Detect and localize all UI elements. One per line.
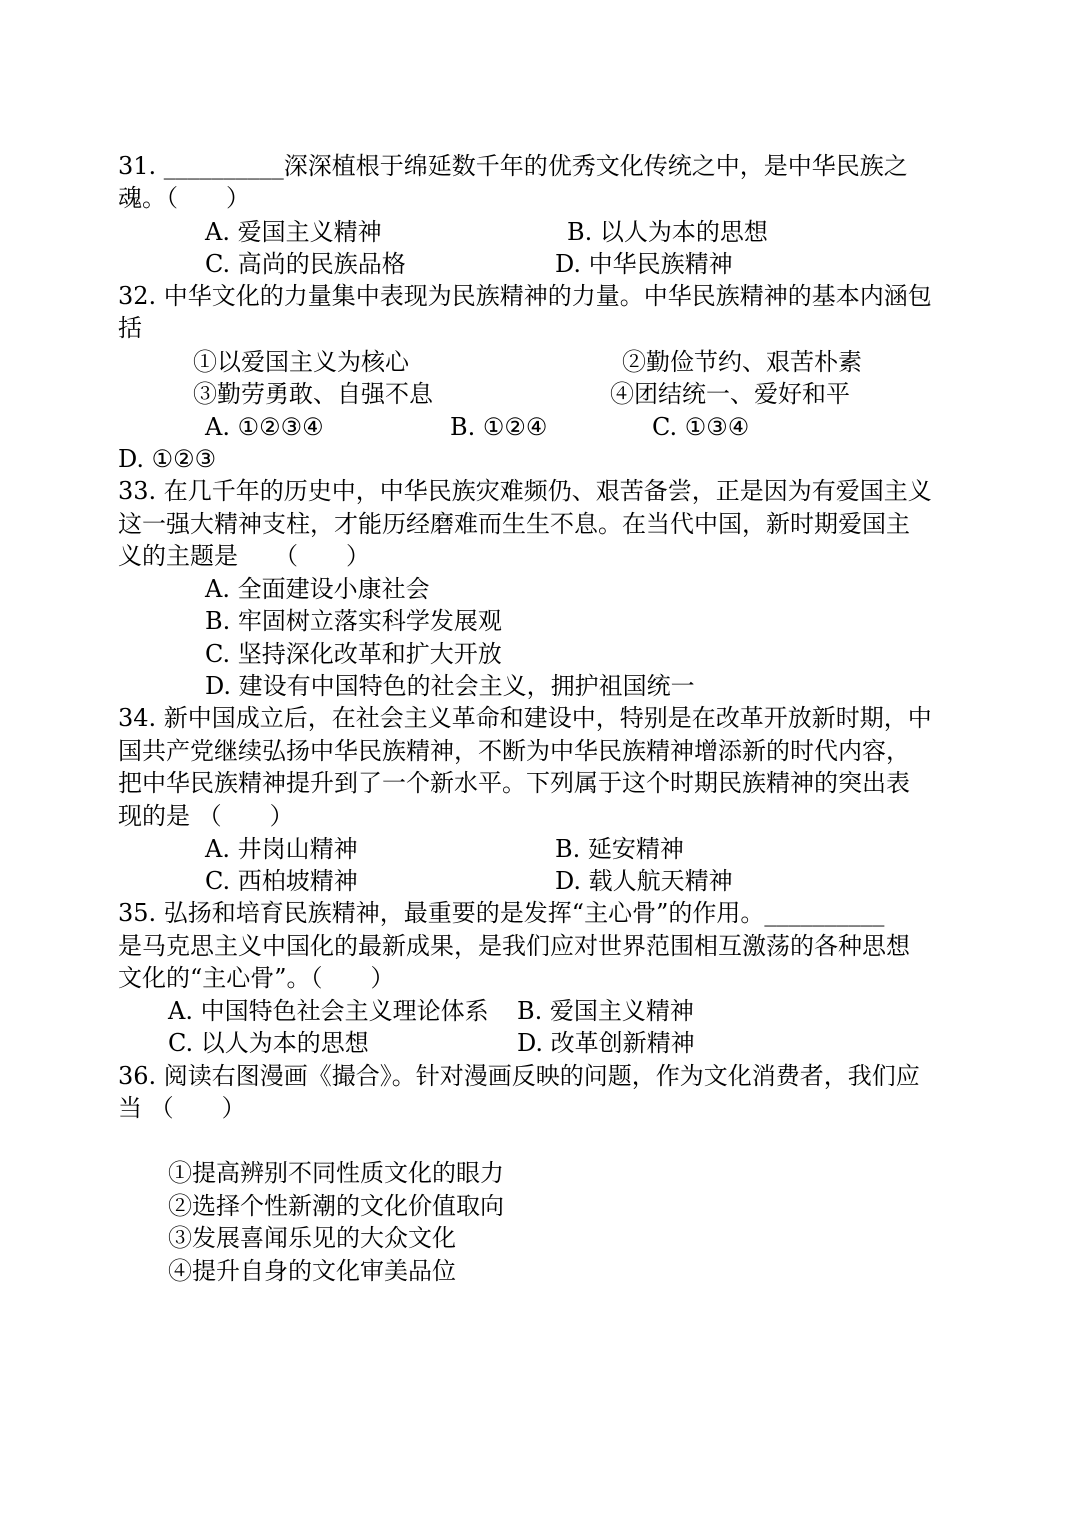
q32-option-b: B. ①②④ [450, 413, 548, 441]
q31-option-a: A. 爱国主义精神 [205, 218, 382, 246]
q35-stem-line-2: 是马克思主义中国化的最新成果，是我们应对世界范围相互激荡的各种思想 [118, 932, 910, 960]
q31-option-b: B. 以人为本的思想 [567, 218, 768, 246]
q36-item-3: ③发展喜闻乐见的大众文化 [168, 1224, 456, 1252]
q31-stem-line-2: 魂。（ ） [118, 184, 250, 212]
q34-stem-line-1: 34. 新中国成立后，在社会主义革命和建设中，特别是在改革开放新时期，中 [118, 704, 932, 732]
q34-option-d: D. 载人航天精神 [555, 867, 733, 895]
q32-item-2: ②勤俭节约、艰苦朴素 [622, 348, 862, 376]
q32-item-3: ③勤劳勇敢、自强不息 [193, 380, 433, 408]
q36-stem-line-1: 36. 阅读右图漫画《撮合》。针对漫画反映的问题，作为文化消费者，我们应 [118, 1062, 920, 1090]
q32-option-c: C. ①③④ [652, 413, 750, 441]
q32-stem-line-2: 括 [118, 314, 142, 342]
q31-stem-line-1: 31. __________深深植根于绵延数千年的优秀文化传统之中，是中华民族之 [118, 152, 908, 180]
q35-option-d: D. 改革创新精神 [517, 1029, 695, 1057]
q35-option-c: C. 以人为本的思想 [168, 1029, 369, 1057]
q35-option-b: B. 爱国主义精神 [517, 997, 694, 1025]
q34-option-b: B. 延安精神 [555, 835, 684, 863]
q31-option-c: C. 高尚的民族品格 [205, 250, 406, 278]
q33-stem-line-3: 义的主题是 （ ） [118, 542, 370, 570]
q34-option-a: A. 井岗山精神 [205, 835, 358, 863]
q33-stem-line-1: 33. 在几千年的历史中，中华民族灾难频仍、艰苦备尝，正是因为有爱国主义 [118, 477, 932, 505]
q33-option-a: A. 全面建设小康社会 [205, 575, 430, 603]
q36-stem-line-2: 当 （ ） [118, 1094, 246, 1122]
q33-option-b: B. 牢固树立落实科学发展观 [205, 607, 502, 635]
q36-item-4: ④提升自身的文化审美品位 [168, 1257, 456, 1285]
q32-option-d: D. ①②③ [118, 445, 217, 473]
q32-option-a: A. ①②③④ [205, 413, 324, 441]
q32-item-4: ④团结统一、爱好和平 [610, 380, 850, 408]
q35-stem-line-1: 35. 弘扬和培育民族精神，最重要的是发挥“主心骨”的作用。__________ [118, 899, 885, 927]
q33-option-d: D. 建设有中国特色的社会主义，拥护祖国统一 [205, 672, 695, 700]
q32-item-1: ①以爱国主义为核心 [193, 348, 409, 376]
q35-stem-line-3: 文化的“主心骨”。（ ） [118, 964, 395, 992]
q36-item-2: ②选择个性新潮的文化价值取向 [168, 1192, 504, 1220]
q31-option-d: D. 中华民族精神 [555, 250, 733, 278]
q33-option-c: C. 坚持深化改革和扩大开放 [205, 640, 502, 668]
q32-stem-line-1: 32. 中华文化的力量集中表现为民族精神的力量。中华民族精神的基本内涵包 [118, 282, 932, 310]
q36-item-1: ①提高辨别不同性质文化的眼力 [168, 1159, 504, 1187]
q34-option-c: C. 西柏坡精神 [205, 867, 358, 895]
q34-stem-line-3: 把中华民族精神提升到了一个新水平。下列属于这个时期民族精神的突出表 [118, 769, 910, 797]
q35-option-a: A. 中国特色社会主义理论体系 [168, 997, 489, 1025]
q33-stem-line-2: 这一强大精神支柱，才能历经磨难而生生不息。在当代中国，新时期爱国主 [118, 510, 910, 538]
q34-stem-line-2: 国共产党继续弘扬中华民族精神，不断为中华民族精神增添新的时代内容， [118, 737, 910, 765]
q34-stem-line-4: 现的是 （ ） [118, 802, 294, 830]
